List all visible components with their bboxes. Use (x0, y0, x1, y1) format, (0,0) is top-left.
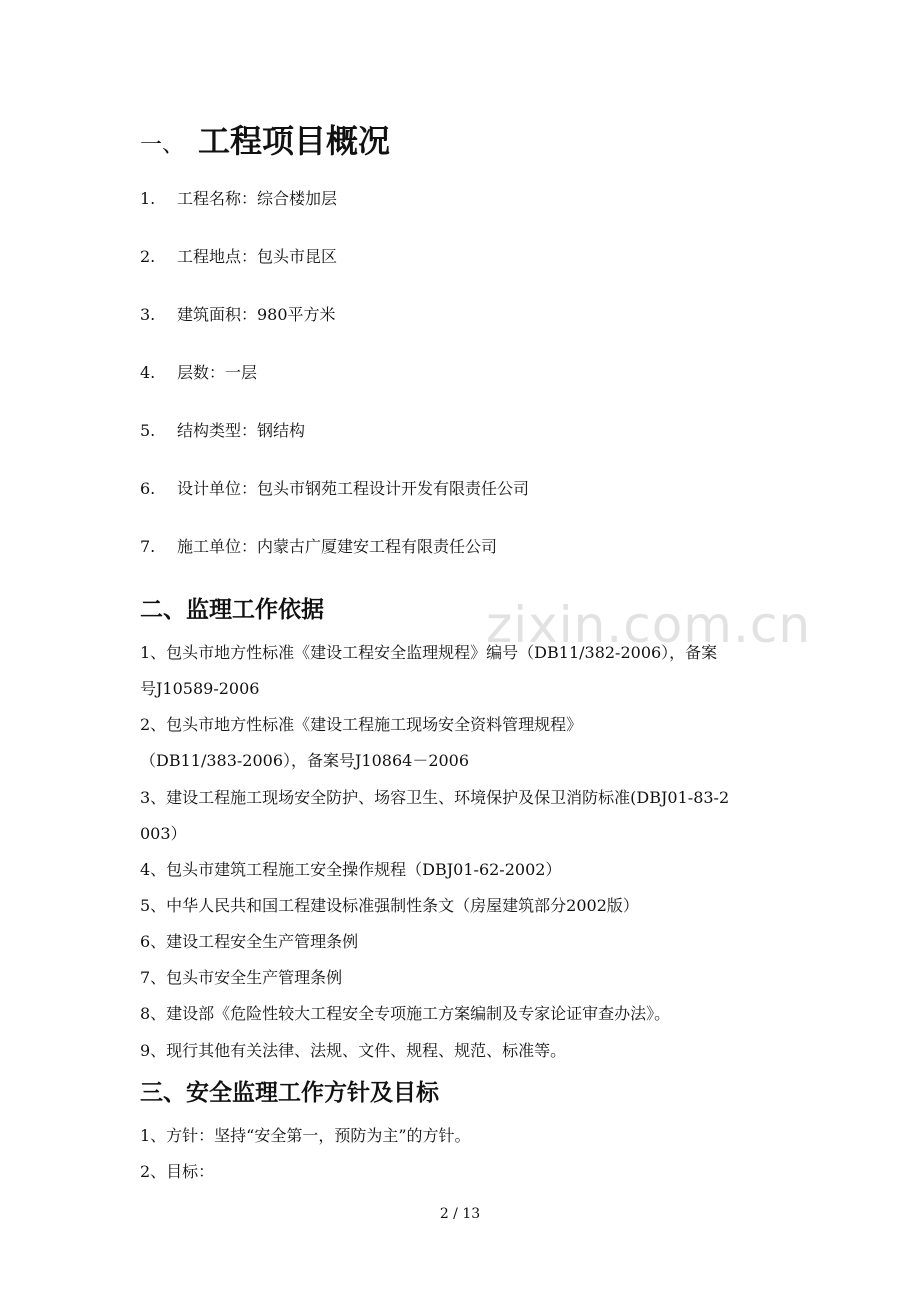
watermark: zixin.com.cn (486, 596, 812, 654)
section1-title: 工程项目概况 (198, 122, 391, 160)
basis-line-9: 6、建设工程安全生产管理条例 (140, 932, 359, 951)
project-item-6 (140, 478, 529, 500)
policy-line-1: 1、方针：坚持“安全第一，预防为主”的方针。 (140, 1126, 471, 1145)
basis-line-2: 号J10589-2006 (140, 679, 260, 698)
item-text: 设计单位：包头市钢苑工程设计开发有限责任公司 (177, 479, 530, 498)
basis-line-5: 3、建设工程施工现场安全防护、场容卫生、环境保护及保卫消防标准(DBJ01-83-2 (140, 788, 730, 807)
basis-line-8: 5、中华人民共和国工程建设标准强制性条文（房屋建筑部分2002版） (140, 896, 639, 915)
section1-heading (140, 116, 390, 160)
item-number: 2. (140, 247, 156, 266)
basis-line-12: 9、现行其他有关法律、法规、文件、规程、规范、标准等。 (140, 1041, 567, 1060)
project-item-2 (140, 246, 337, 268)
page-number: 2 / 13 (439, 1206, 481, 1222)
item-text: 工程名称：综合楼加层 (177, 189, 338, 208)
project-item-1 (140, 188, 337, 210)
section2-title: 二、监理工作依据 (140, 597, 324, 623)
item-text: 建筑面积：980平方米 (177, 305, 336, 324)
item-text: 结构类型：钢结构 (177, 421, 306, 440)
basis-line-11: 8、建设部《危险性较大工程安全专项施工方案编制及专家论证审查办法》。 (140, 1004, 671, 1023)
project-item-5 (140, 420, 305, 442)
policy-line-2: 2、目标： (140, 1162, 215, 1181)
item-number: 4. (140, 363, 156, 382)
section3-title: 三、安全监理工作方针及目标 (140, 1080, 439, 1106)
item-text: 工程地点：包头市昆区 (177, 247, 338, 266)
item-number: 1. (140, 189, 156, 208)
project-item-3 (140, 304, 336, 326)
item-number: 3. (140, 305, 156, 324)
basis-line-7: 4、包头市建筑工程施工安全操作规程（DBJ01-62-2002） (140, 860, 562, 879)
project-item-4 (140, 362, 257, 384)
item-number: 7. (140, 537, 156, 556)
item-number: 5. (140, 421, 156, 440)
project-item-7 (140, 536, 497, 558)
item-text: 层数：一层 (177, 363, 258, 382)
basis-line-1: 1、包头市地方性标准《建设工程安全监理规程》编号（DB11/382-2006），备案 (140, 643, 718, 662)
basis-line-3: 2、包头市地方性标准《建设工程施工现场安全资料管理规程》 (140, 715, 583, 734)
basis-line-6: 003） (140, 824, 187, 843)
section1-number: 一、 (140, 133, 185, 158)
basis-line-10: 7、包头市安全生产管理条例 (140, 968, 343, 987)
item-number: 6. (140, 479, 156, 498)
basis-line-4: （DB11/383-2006），备案号J10864－2006 (140, 751, 470, 770)
item-text: 施工单位：内蒙古广厦建安工程有限责任公司 (177, 537, 498, 556)
